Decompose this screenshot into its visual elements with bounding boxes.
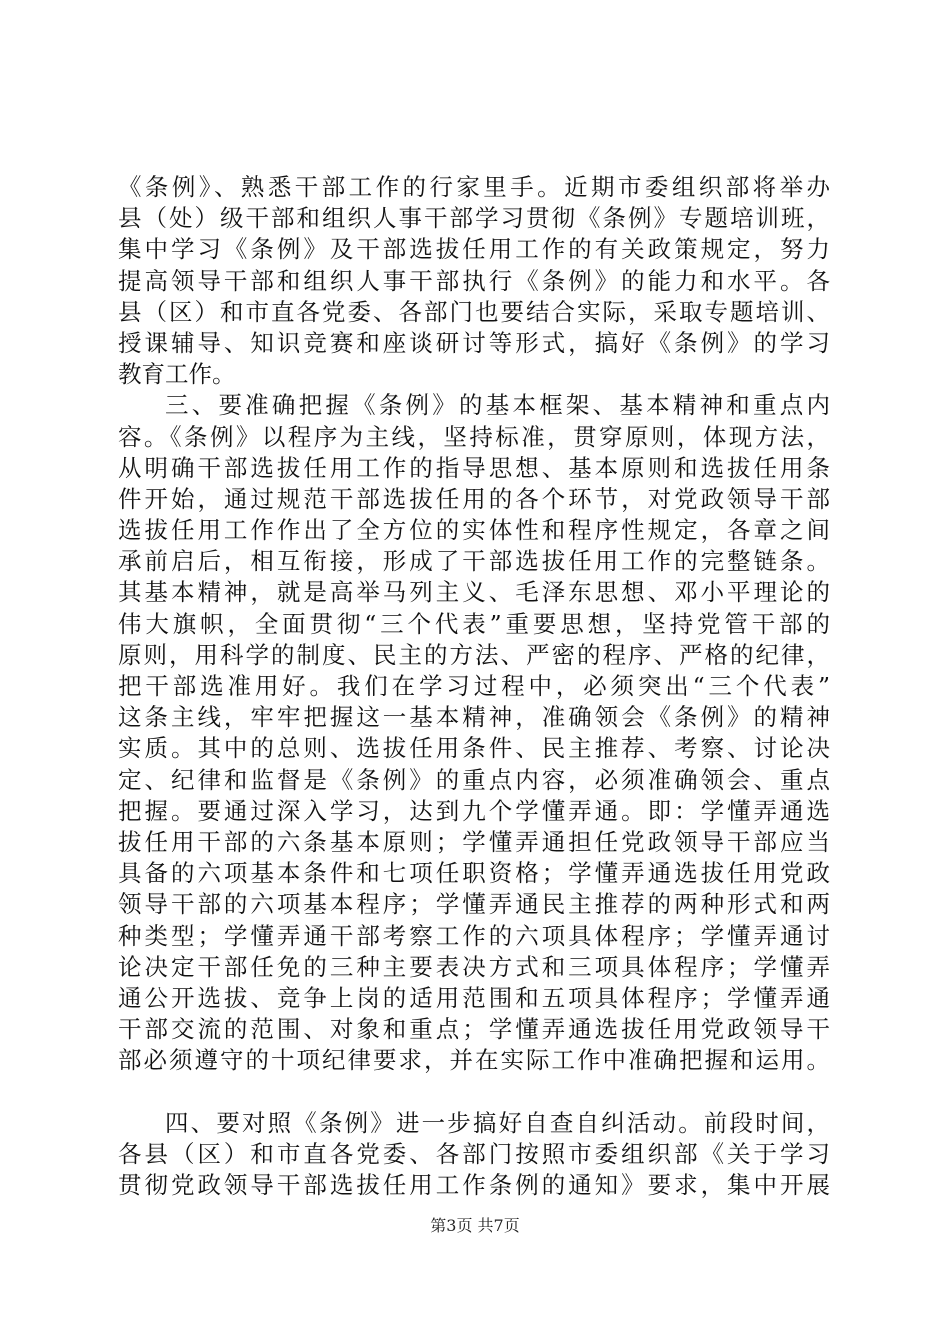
- text-line: 拔任用干部的六条基本原则；学懂弄通担任党政领导干部应当: [118, 827, 830, 856]
- paragraph-gap: [118, 1076, 830, 1107]
- text-line: 县（区）和市直各党委、各部门也要结合实际，采取专题培训、: [118, 297, 830, 326]
- text-line: 种类型；学懂弄通干部考察工作的六项具体程序；学懂弄通讨: [118, 921, 830, 950]
- text-line: 论决定干部任免的三种主要表决方式和三项具体程序；学懂弄: [118, 952, 830, 981]
- text-line: 这条主线，牢牢把握这一基本精神，准确领会《条例》的精神: [118, 703, 830, 732]
- paragraph-heading-line: 三、要准确把握《条例》的基本框架、基本精神和重点内: [165, 391, 830, 420]
- document-body: [118, 172, 830, 1201]
- page-footer: [0, 1213, 950, 1236]
- text-line: 容。《条例》以程序为主线，坚持标准，贯穿原则，体现方法，: [118, 422, 830, 451]
- text-line: 定、纪律和监督是《条例》的重点内容，必须准确领会、重点: [118, 765, 830, 794]
- text-line: 部必须遵守的十项纪律要求，并在实际工作中准确把握和运用。: [118, 1046, 830, 1075]
- text-line: 具备的六项基本条件和七项任职资格；学懂弄通选拔任用党政: [118, 859, 830, 888]
- text-line: 从明确干部选拔任用工作的指导思想、基本原则和选拔任用条: [118, 453, 830, 482]
- text-line: 选拔任用工作作出了全方位的实体性和程序性规定，各章之间: [118, 516, 830, 545]
- text-line: 承前启后，相互衔接，形成了干部选拔任用工作的完整链条。: [118, 547, 830, 576]
- text-line: 授课辅导、知识竞赛和座谈研讨等形式，搞好《条例》的学习: [118, 328, 830, 357]
- text-line: 把干部选准用好。我们在学习过程中，必须突出“三个代表”: [118, 672, 830, 700]
- text-line: 实质。其中的总则、选拔任用条件、民主推荐、考察、讨论决: [118, 734, 830, 763]
- text-line: 教育工作。: [118, 360, 236, 389]
- text-line: 提高领导干部和组织人事干部执行《条例》的能力和水平。各: [118, 266, 830, 295]
- paragraph-heading-line: 四、要对照《条例》进一步搞好自查自纠活动。前段时间，: [165, 1108, 830, 1137]
- text-line: 干部交流的范围、对象和重点；学懂弄通选拔任用党政领导干: [118, 1015, 830, 1044]
- text-line: 领导干部的六项基本程序；学懂弄通民主推荐的两种形式和两: [118, 890, 830, 919]
- text-line: 把握。要通过深入学习，达到九个学懂弄通。即：学懂弄通选: [118, 796, 830, 825]
- text-line: 伟大旗帜，全面贯彻“三个代表”重要思想，坚持党管干部的: [118, 609, 830, 638]
- text-line: 件开始，通过规范干部选拔任用的各个环节，对党政领导干部: [118, 484, 830, 513]
- page-number-label: 第3页 共7页: [430, 1216, 520, 1235]
- text-line: 原则，用科学的制度、民主的方法、严密的程序、严格的纪律，: [118, 640, 830, 669]
- text-line: 集中学习《条例》及干部选拔任用工作的有关政策规定，努力: [118, 235, 830, 264]
- text-line: 通公开选拔、竞争上岗的适用范围和五项具体程序；学懂弄通: [118, 983, 830, 1012]
- text-line: 其基本精神，就是高举马列主义、毛泽东思想、邓小平理论的: [118, 578, 830, 607]
- text-line: 县（处）级干部和组织人事干部学习贯彻《条例》专题培训班，: [118, 204, 830, 233]
- text-line: 贯彻党政领导干部选拔任用工作条例的通知》要求，集中开展: [118, 1171, 830, 1199]
- text-line: 《条例》、熟悉干部工作的行家里手。近期市委组织部将举办: [118, 173, 830, 201]
- text-line: 各县（区）和市直各党委、各部门按照市委组织部《关于学习: [118, 1139, 830, 1168]
